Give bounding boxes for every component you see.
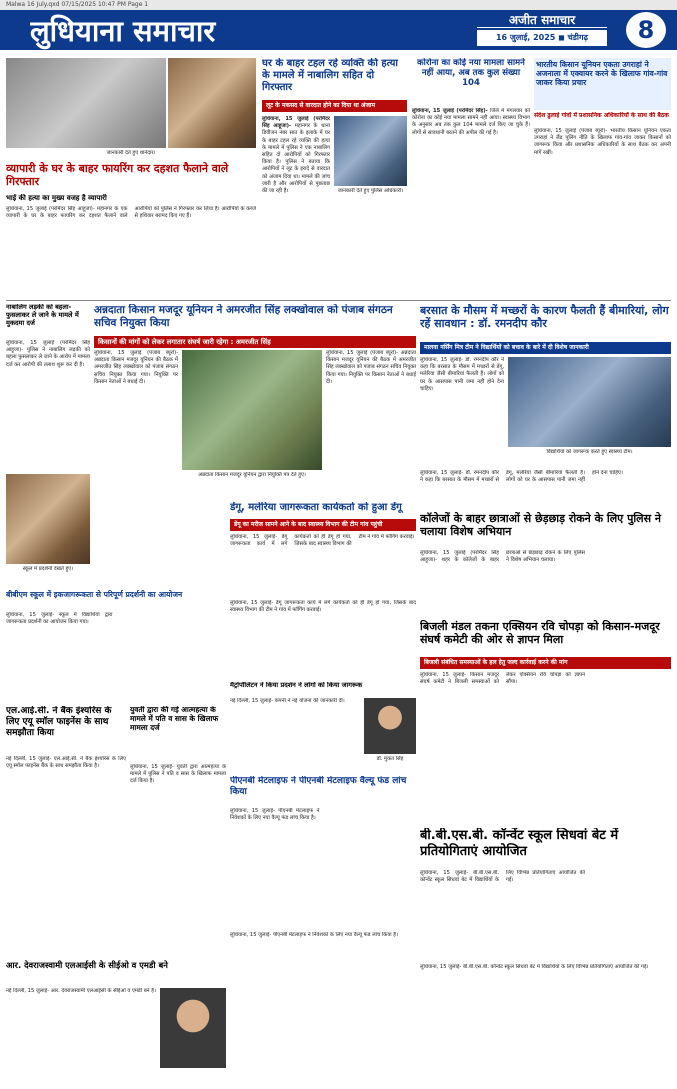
headline-power: बिजली मंडल तकना एक्सियन रवि चोपड़ा को किसान-मजदूर संघर्ष कमेटी की ओर से ज्ञापन मिला xyxy=(420,620,660,647)
band-murder: लूट के मकसद से वारदात होने का दिया था अंजाम xyxy=(262,100,407,112)
headline-mosquito: बरसात के मौसम में मच्छरों के कारण फैलती हैं बीमारियां, लोग रहें सावधान : डॉ. रमनदीप कौर xyxy=(420,304,669,331)
body-girls: लुधियाना, 15 जुलाई (परमिंदर सिंह आहूजा)- शहर के कॉलेजों के बाहर छात्राओं से छेड़छाड़ रोकने के लिए पुलिस ने विशेष अभियान चलाया। xyxy=(420,550,585,564)
body-bsbs: लुधियाना, 15 जुलाई- बी.बी.एस.बी. कॉन्वेंट स्कूल सिधवां बेट में विद्यार्थियों के लिए विभिन्न प्रतियोगिताएं आयोजित की गईं। xyxy=(420,870,585,884)
portrait-photo-rbi xyxy=(160,988,226,1068)
student-photo-caption: स्कूल में प्रदर्शनी देखते हुए। xyxy=(22,566,74,572)
headline-girls: कॉलेजों के बाहर छात्राओं से छेड़छाड़ रोकने के लिए पुलिस ने चलाया विशेष अभियान xyxy=(420,512,662,539)
text-corona: जिले में मंगलवार को कोरोना का कोई नया मामला सामने नहीं आया। स्वास्थ्य विभाग के अनुसार अब तक कुल 104 मामले दर्ज किए जा चुके हैं। लोगों से सावधानी बरतने की अपील की गई है। xyxy=(412,108,530,136)
body-murder xyxy=(262,116,330,218)
article-photo-student xyxy=(6,474,90,564)
issue-date: 16 जुलाई, 2025 ◼ चंडीगढ़ xyxy=(477,30,607,46)
body-minor: लुधियाना, 15 जुलाई (परमिंदर सिंह आहूजा)- पुलिस ने नाबालिग लड़की को बहला फुसलाकर ले जाने के आरोप में मामला दर्ज कर आरोपी की तलाश शुरू कर दी है। xyxy=(6,340,90,368)
subhead-firing: भाई की हत्या का मुख्य वजह है व्यापारी xyxy=(6,194,107,202)
headline-bsbs: बी.बी.एस.बी. कॉन्वेंट स्कूल सिधवां बेट में प्रतियोगिताएं आयोजित xyxy=(420,828,619,859)
dateline-corona: लुधियाना, 15 जुलाई (परमिंदर सिंह)- xyxy=(412,108,488,114)
farmers-headline-box xyxy=(534,58,671,110)
dateline-murder: लुधियाना, 15 जुलाई (परमिंदर सिंह आहूजा)- xyxy=(262,116,330,130)
body-pnb: लुधियाना, 15 जुलाई- पीएनबी मेटलाइफ ने निवेशकों के लिए नया वैल्यू फंड लांच किया है। xyxy=(230,808,320,822)
body-farmers: लुधियाना, 15 जुलाई (पंजाब ब्यूरो)- भारतीय किसान यूनियन एकता उगराहां ने लैंड पूलिंग नीति के खिलाफ गांव-गांव जाकर किसानों को जागरूक किया और प्रशासनिक अधिकारियों के साथ बैठक कर अपनी मांगें रखीं। xyxy=(534,128,671,156)
headline-minor: नाबालिग लड़की को बहला-फुसलाकर ले जाने के मामले में मुकदमा दर्ज xyxy=(6,304,79,327)
headline-firing: व्यापारी के घर के बाहर फायरिंग कर दहशत फैलाने वाले गिरफ्तार xyxy=(6,162,229,189)
headline-union: अन्नदाता किसान मजदूर यूनियन ने अमरजीत सिंह लक्खोवाल को पंजाब संगठन सचिव नियुक्त किया xyxy=(94,304,393,329)
band-union: किसानों की मांगों को लेकर लगातार संघर्ष जारी रहेगा : अमरजीत सिंह xyxy=(94,336,416,348)
body-dengue-cont: लुधियाना, 15 जुलाई- डेंगू जागरूकता कार्य में लगे कार्यकर्ता को ही डेंगू हो गया, जिसके बाद स्वास्थ्य विभाग की टीम ने गांव में फॉगिंग करवाई। xyxy=(230,600,416,614)
headline-dengue: डेंगू, मलेरिया जागरूकता कार्यकर्ता को हुआ डेंगू xyxy=(230,502,402,513)
body-power: लुधियाना, 15 जुलाई- किसान मजदूर संघर्ष कमेटी ने बिजली समस्याओं को लेकर एक्सियन रवि चोपड़ा को ज्ञापन सौंपा। xyxy=(420,672,585,686)
body-bsbs-cont: लुधियाना, 15 जुलाई- बी.बी.एस.बी. कॉन्वेंट स्कूल सिधवां बेट में विद्यार्थियों के लिए विभिन्न प्रतियोगिताएं आयोजित की गईं। xyxy=(420,964,649,970)
article-photo-mosquito xyxy=(508,357,671,447)
body-bbmb: लुधियाना, 15 जुलाई- स्कूल में विद्यार्थियों द्वारा जागरूकता प्रदर्शनी का आयोजन किया गया। xyxy=(6,612,113,626)
article-photo-murder xyxy=(334,116,407,186)
body-firing: लुधियाना, 15 जुलाई (परमिंदर सिंह आहूजा)- महानगर के एक व्यापारी के घर के बाहर फायरिंग कर दहशत फैलाने वाले आरोपियों को पुलिस ने गिरफ्तार कर लिया है। आरोपियों के कब्जे से हथियार बरामद किए गए हैं। xyxy=(6,206,256,220)
headline-corona: कोरोना का कोई नया मामला सामने नहीं आया, अब तक कुल संख्या 104 xyxy=(417,58,525,89)
body-cii: नई दिल्ली, 15 जुलाई- कंपनी ने नई योजना की जानकारी दी। xyxy=(230,698,345,704)
headline-cii: मैट्रोपॉलिटन ने किया प्रदर्शन ने लोगों को किया जागरूक xyxy=(230,682,363,689)
body-corona xyxy=(412,108,530,218)
portrait-photo-cii xyxy=(364,698,416,754)
section-title: लुधियाना समाचार xyxy=(30,14,216,48)
text-murder: महानगर के थाना डिवीजन नंबर सात के इलाके में घर के बाहर टहल रहे व्यक्ति की हत्या के मामले में पुलिस ने एक नाबालिग सहित दो आरोपियों को गिरफ्तार किया है। पुलिस ने बताया कि आरोपियों ने लूट के इरादे से वारदात को अंजाम दिया था। मामले की जांच जारी है और आरोपियों से पूछताछ की जा रही है। xyxy=(262,123,330,195)
body-mosquito-cont: लुधियाना, 15 जुलाई- डॉ. रमनदीप कौर ने कहा कि बरसात के मौसम में मच्छरों से डेंगू, मलेरिया जैसी बीमारियां फैलती हैं। लोगों को घर के आसपास पानी जमा नहीं होने देना चाहिए। xyxy=(420,470,623,484)
body-mosquito: लुधियाना, 15 जुलाई- डॉ. रमनदीप कौर ने कहा कि बरसात के मौसम में मच्छरों से डेंगू, मलेरिया जैसी बीमारियां फैलती हैं। लोगों को घर के आसपास पानी जमा नहीं होने देना चाहिए। xyxy=(420,357,504,392)
page-number: 8 xyxy=(626,12,666,48)
headline-murder: घर के बाहर टहल रहे व्यक्ति की हत्या के मामले में नाबालिग सहित दो गिरफ्तार xyxy=(262,58,399,93)
band-mosquito: मालवा नर्सिंग मित्र टीम ने विद्यार्थियों को बचाव के बारे में दी विशेष जानकारी xyxy=(420,342,671,354)
headline-rbi: आर. देवराजस्वामी एलआईसी के सीईओ व एमडी बने xyxy=(6,960,168,970)
body-union-cont: लुधियाना, 15 जुलाई (पंजाब ब्यूरो)- अन्नदाता किसान मजदूर यूनियन की बैठक में अमरजीत सिंह लक्खोवाल को पंजाब संगठन सचिव नियुक्त किया गया। नियुक्ति पर किसान नेताओं ने बधाई दी। xyxy=(326,350,416,385)
band-dengue: डेंगू का मरीज सामने आने के बाद स्वास्थ्य विभाग की टीम गांव पहुंची xyxy=(230,519,416,531)
headline-lic: एल.आई.सी. ने बैंक इंश्योरेंस के लिए एयू स्मॉल फाइनेंस के साथ समझौता किया xyxy=(6,706,112,738)
mosquito-photo-caption: विद्यार्थियों को जागरूक करते हुए स्वास्थ्य टीम। xyxy=(546,449,633,455)
band-power: बिजली संबंधित समस्याओं के हल हेतु जल्द कार्रवाई करने की मांग xyxy=(420,657,671,669)
headline-farmers: भारतीय किसान यूनियन एकता उगराहां ने अजनाला में एक्वायर करने के खिलाफ गांव-गांव जाकर किया प्रचार xyxy=(536,60,668,88)
article-photo-police xyxy=(168,58,256,148)
headline-youth: युवती द्वारा की गई आत्महत्या के मामले में पति व सास के खिलाफ मामला दर्ज xyxy=(130,706,219,732)
subhead-farmers: संदेश ढुलाई गांवों में प्रशासनिक अधिकारियों के साथ की बैठक xyxy=(534,112,669,119)
article-photo-firing xyxy=(6,58,166,148)
article-photo-union xyxy=(182,350,322,470)
union-photo-caption: अन्नदाता किसान मजदूर यूनियन द्वारा नियुक्ति पत्र देते हुए। xyxy=(198,472,306,478)
body-rbi: नई दिल्ली, 15 जुलाई- आर. देवराजस्वामी एलआईसी के सीईओ व एमडी बने हैं। xyxy=(6,988,156,994)
cii-portrait-caption: डॉ. मुकत सिंह xyxy=(376,756,404,762)
body-lic: नई दिल्ली, 15 जुलाई- एल.आई.सी. ने बैंक इंश्योरेंस के लिए एयू स्मॉल फाइनेंस बैंक के साथ समझौता किया है। xyxy=(6,756,126,770)
newspaper-brand: अजीत समाचार xyxy=(477,12,607,28)
headline-bbmb: बीबीएम स्कूल में इकजागरूकता से परिपूर्ण प्रदर्शनी का आयोजन xyxy=(6,590,183,599)
body-youth: लुधियाना, 15 जुलाई- युवती द्वारा आत्महत्या के मामले में पुलिस ने पति व सास के खिलाफ मामला दर्ज किया है। xyxy=(130,764,226,785)
firing-photo-caption: जानकारी देते हुए थानेदार। xyxy=(106,150,156,156)
section-divider xyxy=(6,300,671,301)
body-pnb-cont: लुधियाना, 15 जुलाई- पीएनबी मेटलाइफ ने निवेशकों के लिए नया वैल्यू फंड लांच किया है। xyxy=(230,932,398,938)
body-dengue: लुधियाना, 15 जुलाई- डेंगू जागरूकता कार्य में लगे कार्यकर्ता को ही डेंगू हो गया, जिसके बाद स्वास्थ्य विभाग की टीम ने गांव में फॉगिंग करवाई। xyxy=(230,534,415,548)
headline-pnb: पीएनबी मेटलाइफ ने पीएनबी मेटलाइफ वैल्यू फंड लांच किया xyxy=(230,776,407,797)
body-union: लुधियाना, 15 जुलाई (पंजाब ब्यूरो)- अन्नदाता किसान मजदूर यूनियन की बैठक में अमरजीत सिंह लक्खोवाल को पंजाब संगठन सचिव नियुक्त किया गया। नियुक्ति पर किसान नेताओं ने बधाई दी। xyxy=(94,350,178,385)
murder-photo-caption: जानकारी देते हुए पुलिस अधिकारी। xyxy=(337,188,404,194)
print-info-line: Malwa 16 July.qxd 07/15/2025 10:47 PM Page 1 xyxy=(0,0,677,10)
